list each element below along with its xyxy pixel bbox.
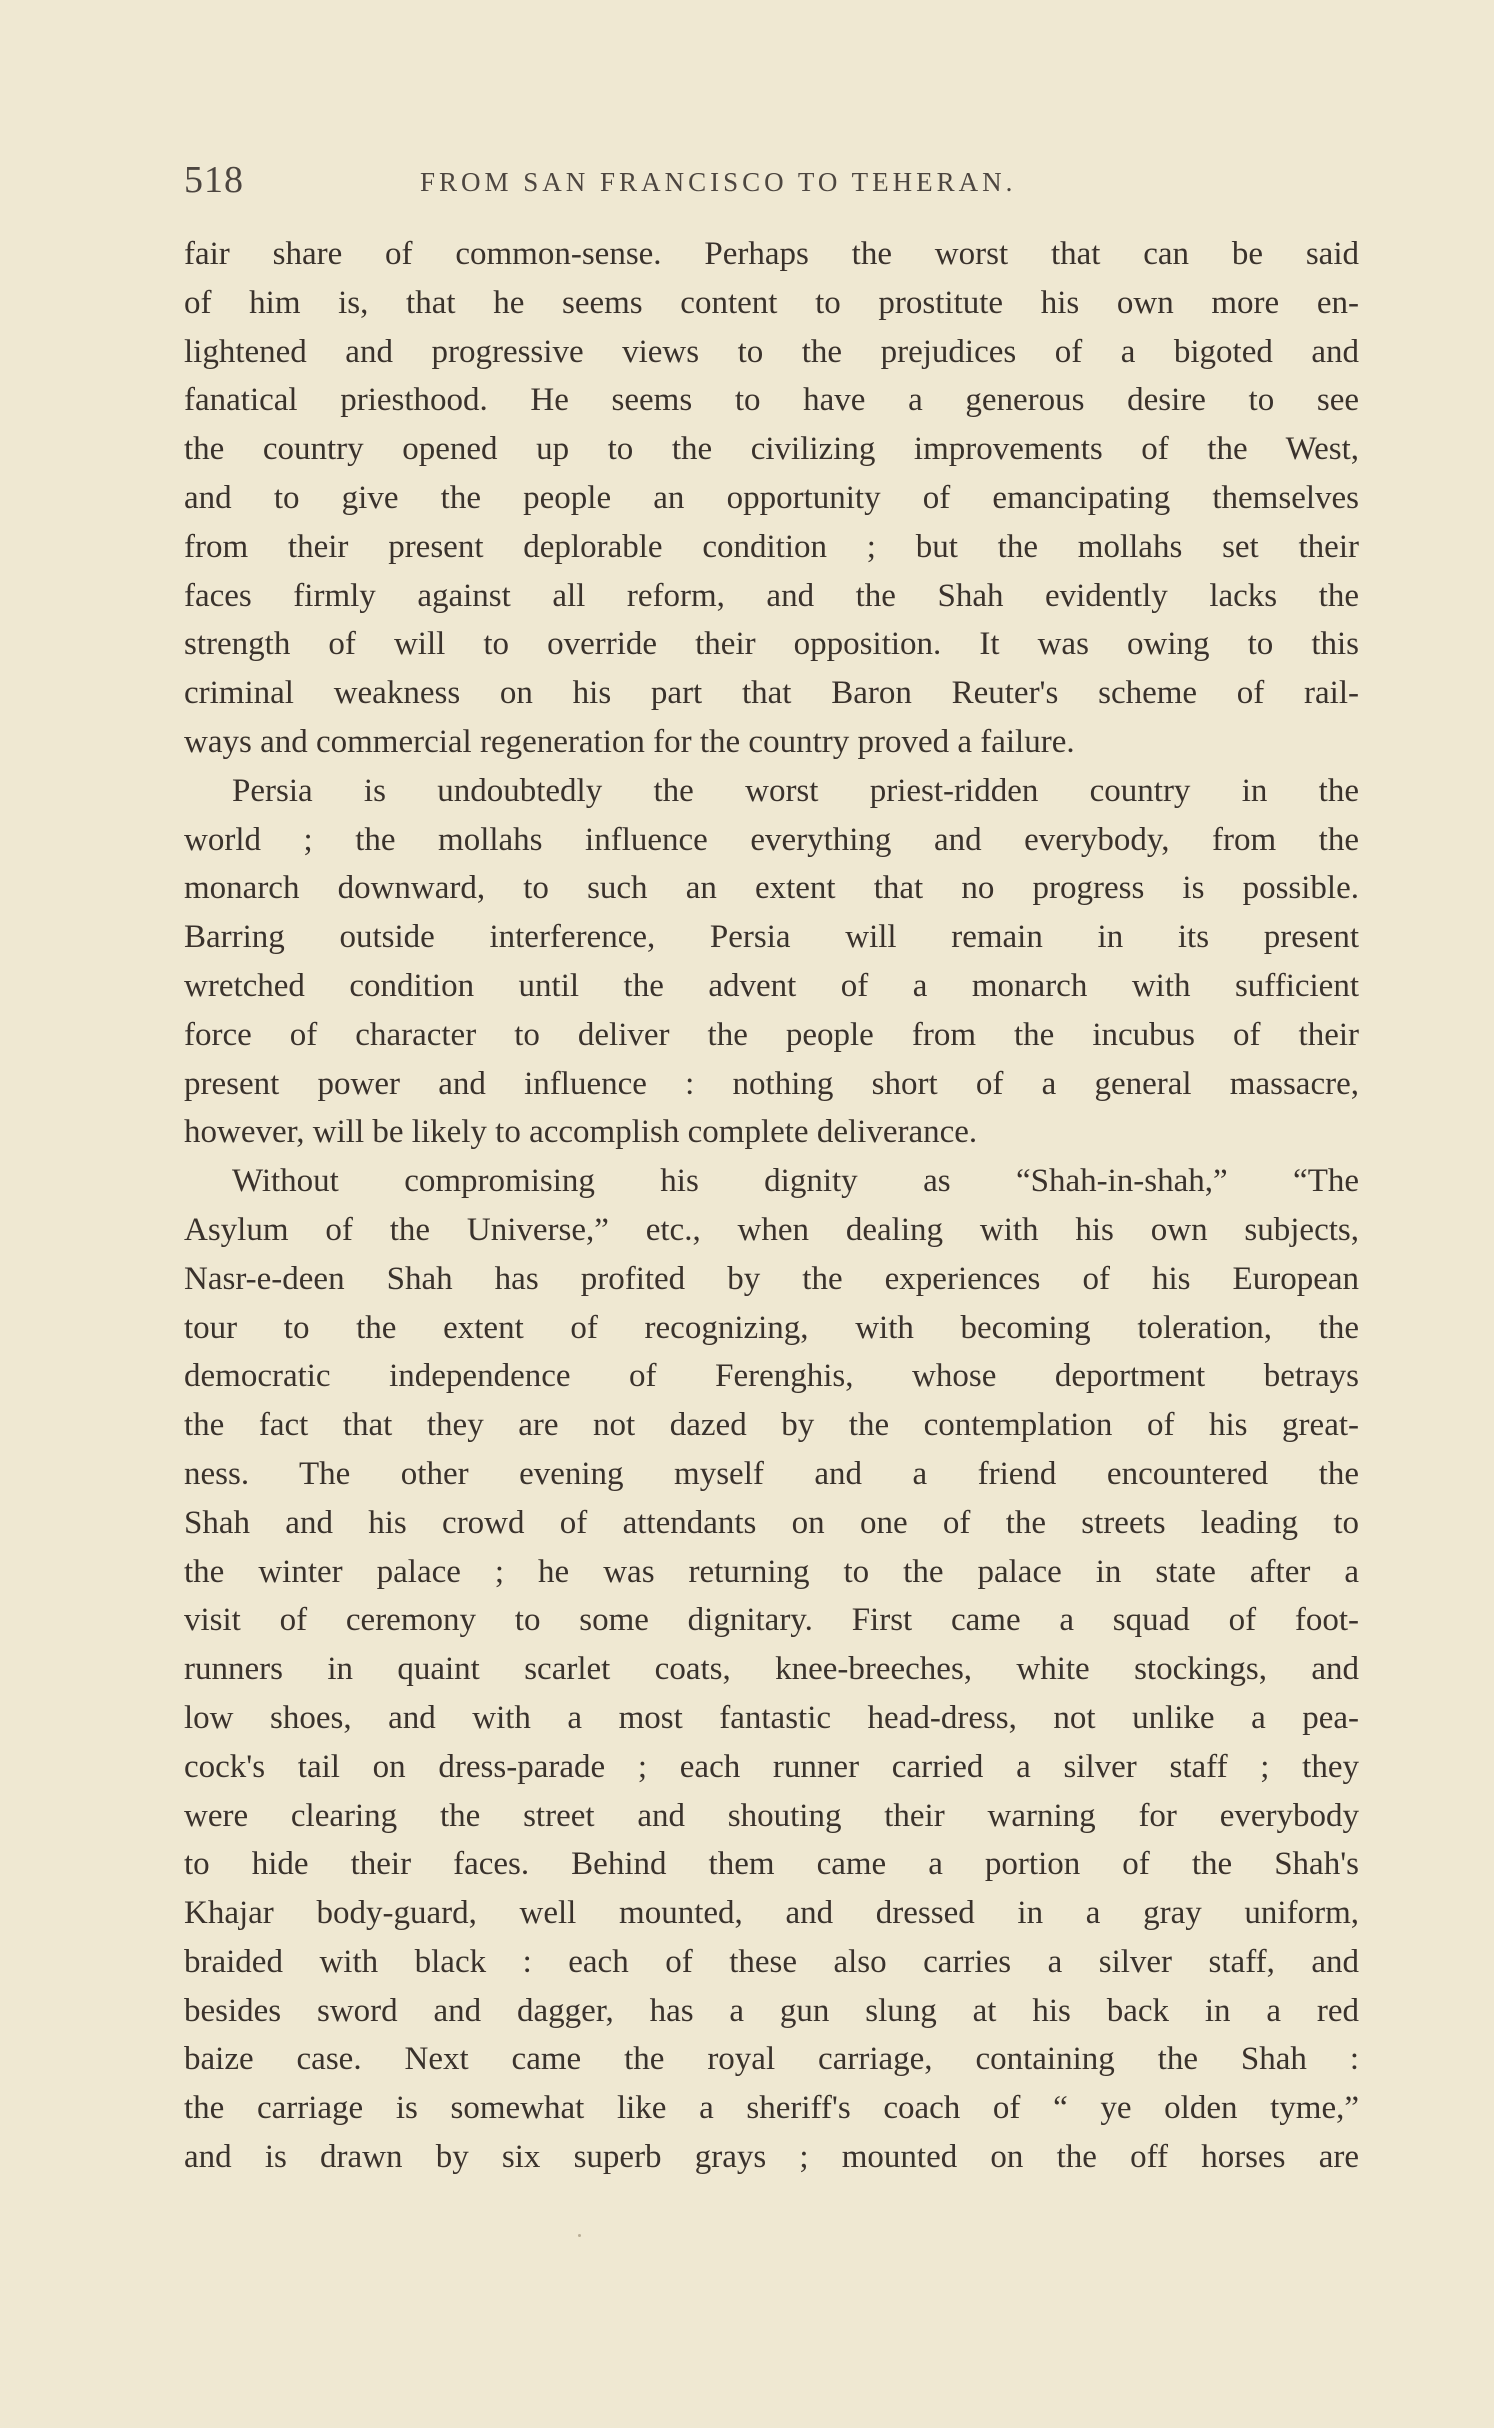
text-line: strength of will to override their opposition. It was owing to this — [184, 626, 1359, 663]
text-line: runners in quaint scarlet coats, knee-breeches, white stockings, and — [184, 1651, 1359, 1688]
text-line: Nasr-e-deen Shah has profited by the experiences of his European — [184, 1260, 1359, 1297]
text-line: Shah and his crowd of attendants on one of the streets leading to — [184, 1504, 1359, 1541]
text-line: and to give the people an opportunity of emancipating themselves — [184, 479, 1359, 516]
text-line: Without compromising his dignity as “Shah-in-shah,” “The — [232, 1163, 1359, 1200]
text-line: criminal weakness on his part that Baron Reuter's scheme of rail- — [184, 675, 1359, 712]
text-line: faces firmly against all reform, and the Shah evidently lacks the — [184, 577, 1359, 614]
page-header — [184, 160, 1359, 200]
text-line: cock's tail on dress-parade ; each runner carried a silver staff ; they — [184, 1748, 1359, 1785]
text-line: Barring outside interference, Persia will remain in its present — [184, 919, 1359, 956]
text-line: from their present deplorable condition ; but the mollahs set their — [184, 528, 1359, 565]
text-line: the winter palace ; he was returning to the palace in state after a — [184, 1553, 1359, 1590]
text-line: present power and influence : nothing short of a general massacre, — [184, 1065, 1359, 1102]
text-line: the carriage is somewhat like a sheriff's coach of “ ye olden tyme,” — [184, 2090, 1359, 2127]
text-line: wretched condition until the advent of a monarch with sufficient — [184, 967, 1359, 1004]
text-line: ness. The other evening myself and a friend encountered the — [184, 1455, 1359, 1492]
text-line: fanatical priesthood. He seems to have a generous desire to see — [184, 382, 1359, 419]
text-line: the fact that they are not dazed by the contemplation of his great- — [184, 1407, 1359, 1444]
text-line: world ; the mollahs influence everything and everybody, from the — [184, 821, 1359, 858]
text-line: low shoes, and with a most fantastic head-dress, not unlike a pea- — [184, 1699, 1359, 1736]
text-line: the country opened up to the civilizing improvements of the West, — [184, 431, 1359, 468]
text-line: tour to the extent of recognizing, with becoming toleration, the — [184, 1309, 1359, 1346]
text-line: baize case. Next came the royal carriage, containing the Shah : — [184, 2041, 1359, 2078]
text-line: to hide their faces. Behind them came a portion of the Shah's — [184, 1846, 1359, 1883]
text-line: braided with black : each of these also carries a silver staff, and — [184, 1943, 1359, 1980]
text-line: ways and commercial regeneration for the country proved a failure. — [184, 723, 1075, 760]
paper-speck — [578, 2234, 581, 2237]
body-text — [184, 230, 1359, 2182]
text-line: and is drawn by six superb grays ; mounted on the off horses are — [184, 2139, 1359, 2176]
text-line: besides sword and dagger, has a gun slung at his back in a red — [184, 1992, 1359, 2029]
text-line: fair share of common-sense. Perhaps the worst that can be said — [184, 236, 1359, 272]
text-line: Khajar body-guard, well mounted, and dressed in a gray uniform, — [184, 1895, 1359, 1932]
text-line: visit of ceremony to some dignitary. First came a squad of foot- — [184, 1602, 1359, 1639]
text-line: monarch downward, to such an extent that no progress is possible. — [184, 870, 1359, 907]
text-line: democratic independence of Ferenghis, whose deportment betrays — [184, 1358, 1359, 1395]
text-line: lightened and progressive views to the prejudices of a bigoted and — [184, 333, 1359, 370]
running-title: FROM SAN FRANCISCO TO TEHERAN. — [420, 167, 1017, 197]
text-line: of him is, that he seems content to prostitute his own more en- — [184, 284, 1359, 321]
page-number: 518 — [184, 159, 244, 201]
text-line: were clearing the street and shouting their warning for everybody — [184, 1797, 1359, 1834]
text-line: Asylum of the Universe,” etc., when dealing with his own subjects, — [184, 1211, 1359, 1248]
text-line: force of character to deliver the people from the incubus of their — [184, 1016, 1359, 1053]
text-line: Persia is undoubtedly the worst priest-ridden country in the — [232, 772, 1359, 809]
text-line: however, will be likely to accomplish complete deliverance. — [184, 1114, 978, 1151]
